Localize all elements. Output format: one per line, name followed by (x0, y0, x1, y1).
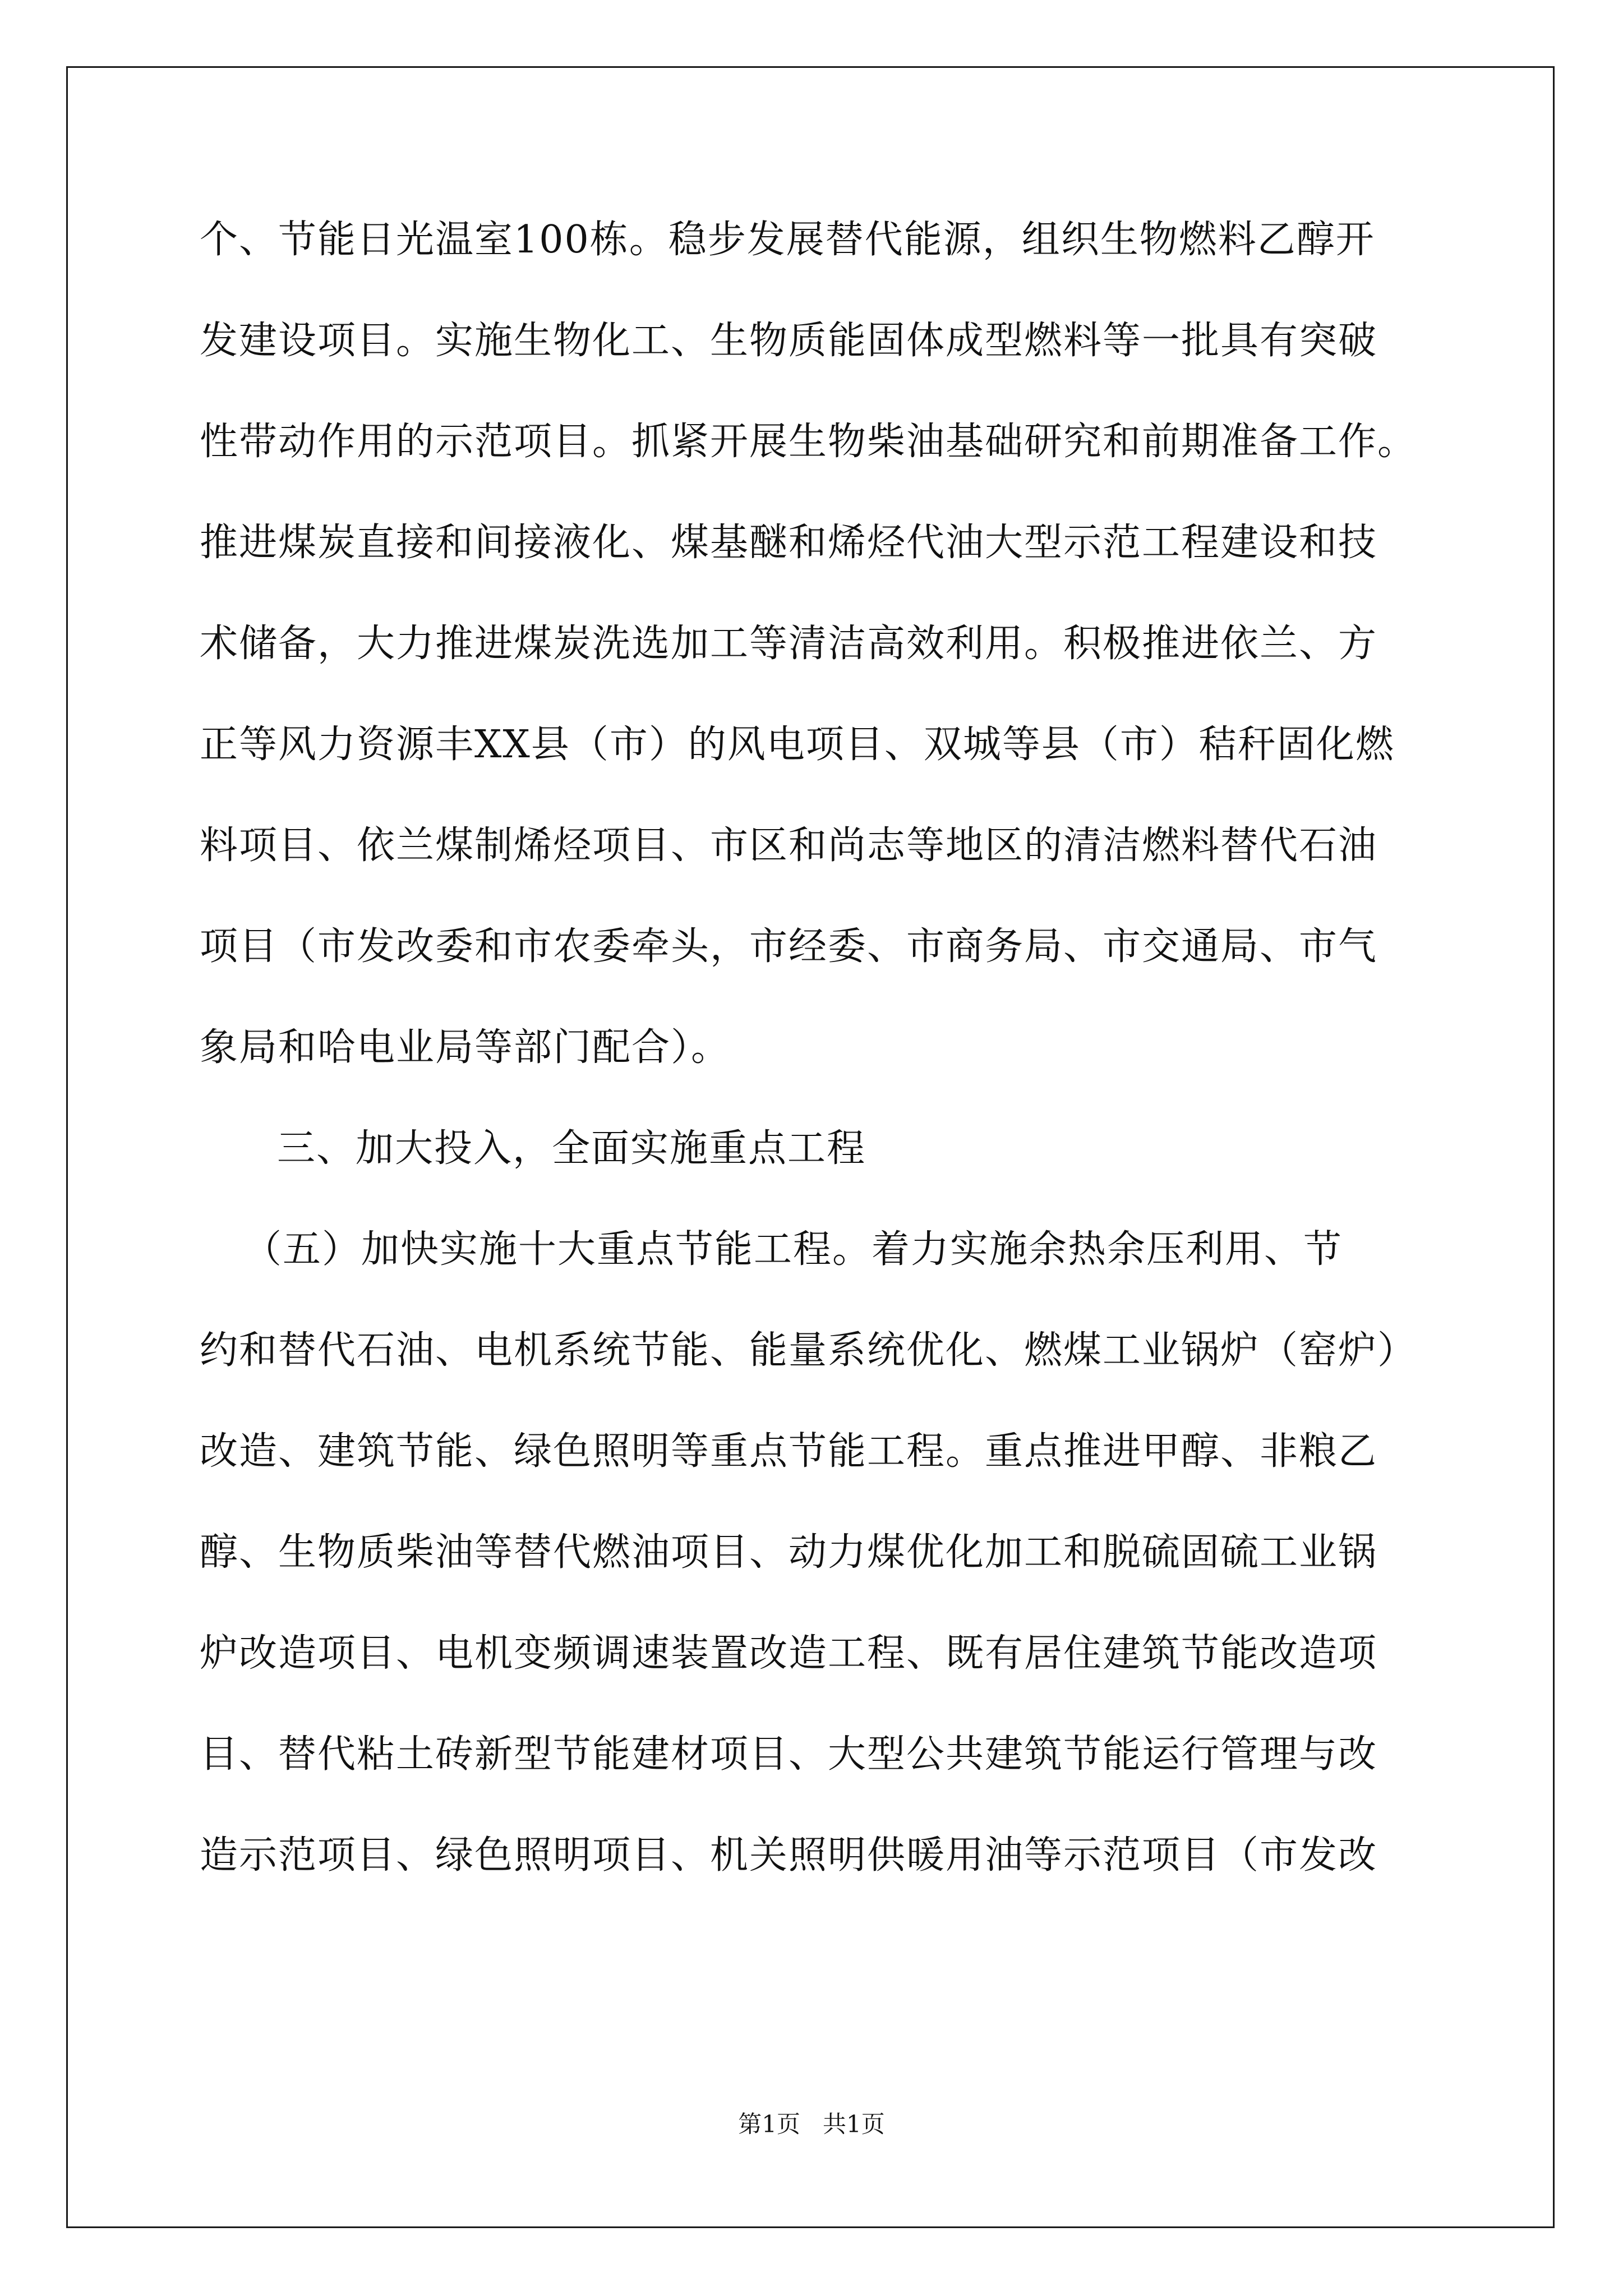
paragraph-line: 个、节能日光温室100栋。稳步发展替代能源，组织生物燃料乙醇开 (200, 218, 1375, 262)
paragraph-line: 发建设项目。实施生物化工、生物质能固体成型燃料等一批具有突破 (200, 319, 1378, 363)
paragraph-line: 项目（市发改委和市农委牵头，市经委、市商务局、市交通局、市气 (200, 924, 1378, 969)
paragraph-line: 性带动作用的示范项目。抓紧开展生物柴油基础研究和前期准备工作。 (200, 420, 1417, 464)
paragraph-line: （五）加快实施十大重点节能工程。着力实施余热余压利用、节 (243, 1227, 1343, 1272)
paragraph-line: 改造、建筑节能、绿色照明等重点节能工程。重点推进甲醇、非粮乙 (200, 1429, 1378, 1474)
paragraph-line: 术储备，大力推进煤炭洗选加工等清洁高效利用。积极推进依兰、方 (200, 622, 1378, 666)
section-heading: 三、加大投入，全面实施重点工程 (277, 1126, 866, 1171)
paragraph-line: 推进煤炭直接和间接液化、煤基醚和烯烃代油大型示范工程建设和技 (200, 521, 1378, 565)
page-footer: 第1页 共1页 (738, 2110, 885, 2138)
paragraph-line: 炉改造项目、电机变频调速装置改造工程、既有居住建筑节能改造项 (200, 1631, 1378, 1676)
paragraph-line: 象局和哈电业局等部门配合）。 (200, 1025, 731, 1070)
paragraph-line: 约和替代石油、电机系统节能、能量系统优化、燃煤工业锅炉（窑炉） (200, 1328, 1417, 1373)
paragraph-line: 造示范项目、绿色照明项目、机关照明供暖用油等示范项目（市发改 (200, 1833, 1378, 1878)
paragraph-line: 料项目、依兰煤制烯烃项目、市区和尚志等地区的清洁燃料替代石油 (200, 823, 1378, 868)
paragraph-line: 目、替代粘土砖新型节能建材项目、大型公共建筑节能运行管理与改 (200, 1732, 1378, 1777)
paragraph-line: 醇、生物质柴油等替代燃油项目、动力煤优化加工和脱硫固硫工业锅 (200, 1530, 1378, 1575)
paragraph-line: 正等风力资源丰XX县（市）的风电项目、双城等县（市）秸秆固化燃 (200, 723, 1395, 767)
